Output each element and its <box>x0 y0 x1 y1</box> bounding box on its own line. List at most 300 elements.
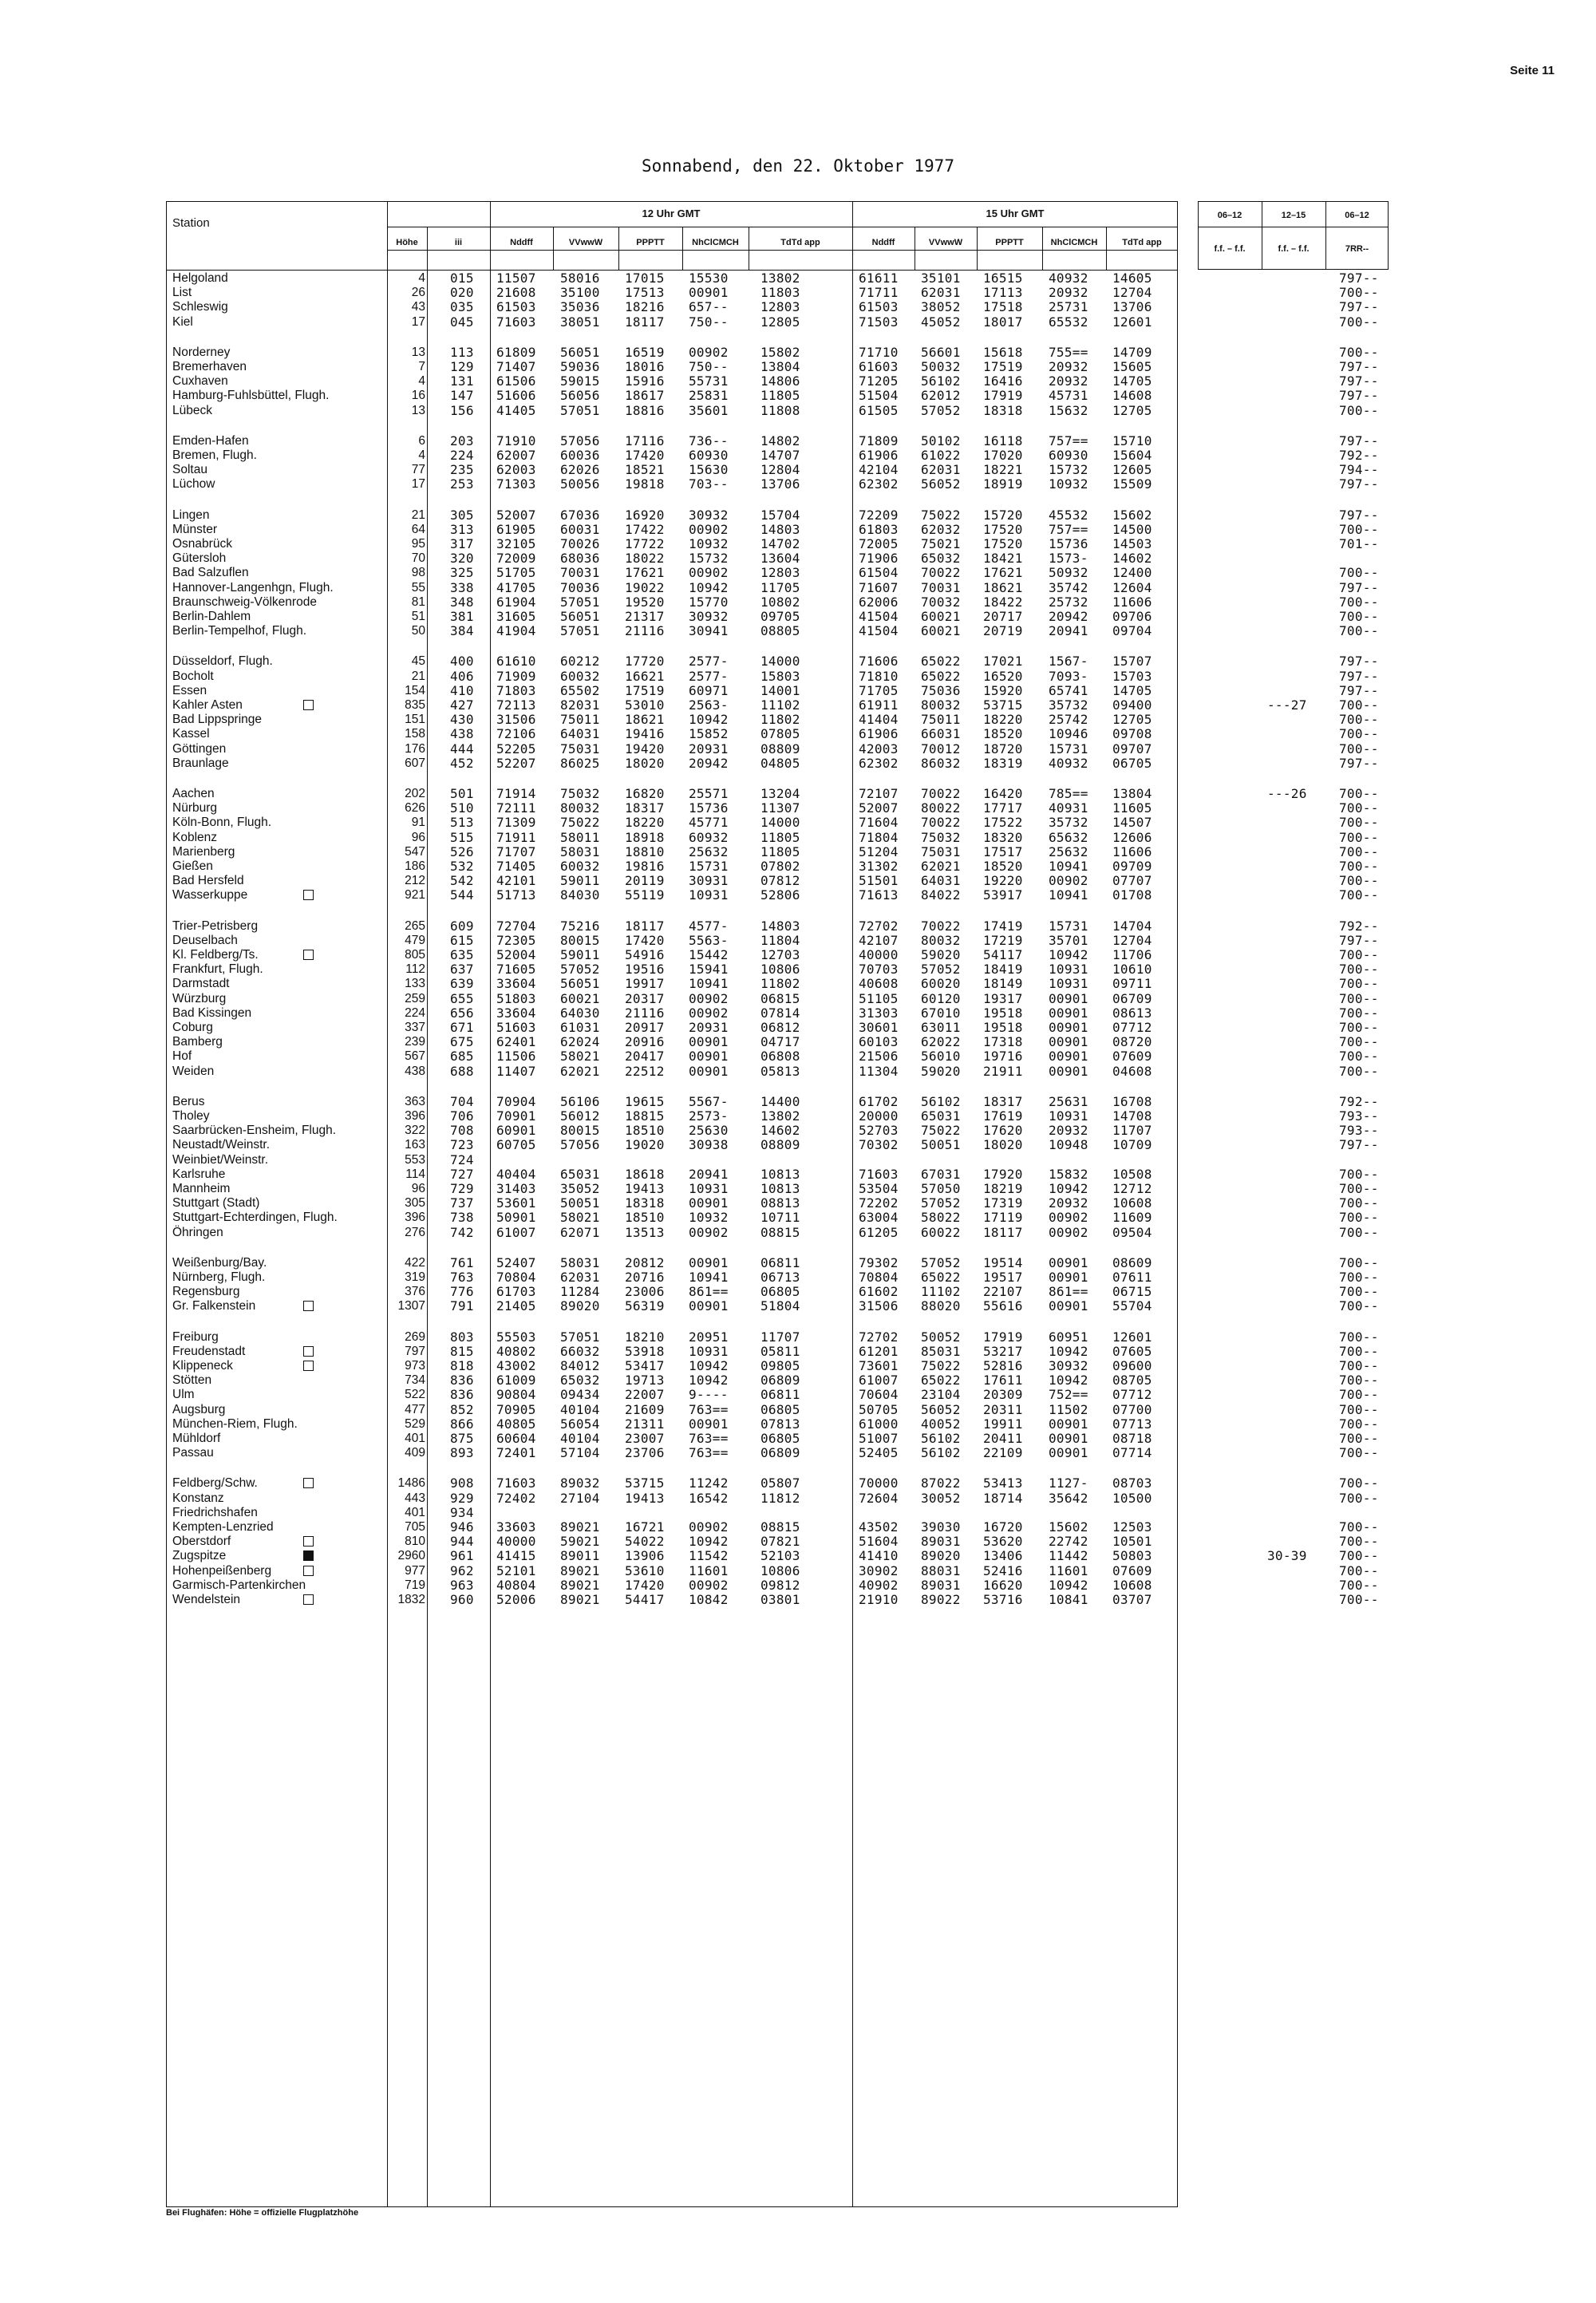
obs-15-value: 18422 <box>983 594 1023 610</box>
obs-12-value: 86025 <box>560 755 600 771</box>
station-id: 532 <box>450 859 474 874</box>
station-name: Berlin-Tempelhof, Flugh. <box>172 624 306 638</box>
obs-12-value: 11407 <box>496 1063 536 1079</box>
obs-12-value: 07812 <box>760 873 800 889</box>
obs-12-value: 33604 <box>496 1005 536 1021</box>
obs-15-value: 22109 <box>983 1445 1023 1461</box>
obs-15-value: 09707 <box>1112 741 1152 756</box>
obs-15-value: 88020 <box>921 1298 961 1314</box>
obs-15-value: 70804 <box>859 1270 899 1285</box>
obs-12-value: 09805 <box>760 1358 800 1373</box>
obs-12-value: 14400 <box>760 1093 800 1109</box>
obs-12-value: 21609 <box>625 1401 665 1417</box>
precip-06-12-7rr: 700-- <box>1339 887 1379 903</box>
obs-15-value: 41404 <box>859 712 899 728</box>
obs-12-value: 89032 <box>560 1475 600 1491</box>
obs-15-value: 10931 <box>1049 1108 1088 1124</box>
precip-06-12-7rr: 700-- <box>1339 1298 1379 1314</box>
obs-12-value: 14000 <box>760 654 800 670</box>
obs-12-value: 10941 <box>689 1270 729 1285</box>
header-station: Station <box>172 216 210 230</box>
obs-15-value: 10942 <box>1049 1577 1088 1593</box>
obs-15-value: 80032 <box>921 697 961 713</box>
obs-15-value: 16720 <box>983 1519 1023 1535</box>
obs-12-value: 72704 <box>496 918 536 934</box>
obs-15-value: 62031 <box>921 285 961 301</box>
station-id: 637 <box>450 962 474 978</box>
mountain-station-marker-icon <box>303 950 314 960</box>
obs-12-value: 89020 <box>560 1298 600 1314</box>
station-height: 2960 <box>397 1549 425 1563</box>
obs-15-value: 19716 <box>983 1049 1023 1065</box>
station-height: 835 <box>405 698 425 712</box>
station-height: 396 <box>405 1109 425 1123</box>
station-id: 875 <box>450 1431 474 1446</box>
station-id: 427 <box>450 697 474 713</box>
obs-12-value: 17422 <box>625 521 665 537</box>
obs-15-value: 16520 <box>983 668 1023 684</box>
obs-15-value: 07712 <box>1112 1387 1152 1403</box>
obs-15-value: 50705 <box>859 1401 899 1417</box>
precip-06-12-7rr: 700-- <box>1339 1548 1379 1564</box>
obs-15-value: 30932 <box>1049 1358 1088 1373</box>
header-period-06-12b: 06–12 <box>1345 211 1369 220</box>
station-name: Regensburg <box>172 1285 240 1299</box>
obs-12-value: 2573- <box>689 1108 729 1124</box>
precip-06-12-7rr: 700-- <box>1339 1005 1379 1021</box>
obs-15-value: 75021 <box>921 536 961 551</box>
station-height: 305 <box>405 1196 425 1211</box>
obs-12-value: 10806 <box>760 962 800 978</box>
obs-15-value: 19518 <box>983 1005 1023 1021</box>
obs-15-value: 17717 <box>983 800 1023 816</box>
obs-15-value: 18317 <box>983 1093 1023 1109</box>
obs-12-value: 27104 <box>560 1490 600 1506</box>
obs-12-value: 14000 <box>760 815 800 831</box>
obs-15-value: 21506 <box>859 1049 899 1065</box>
obs-15-value: 35732 <box>1049 815 1088 831</box>
obs-15-value: 59020 <box>921 947 961 962</box>
obs-12-value: 00902 <box>689 1224 729 1240</box>
obs-12-value: 71407 <box>496 359 536 374</box>
obs-15-value: 18720 <box>983 741 1023 756</box>
obs-12-value: 14707 <box>760 448 800 463</box>
obs-12-value: 30941 <box>689 623 729 639</box>
precip-06-12-7rr: 700-- <box>1339 786 1379 801</box>
obs-12-value: 10932 <box>689 536 729 551</box>
station-id: 815 <box>450 1343 474 1359</box>
obs-12-value: 30932 <box>689 609 729 624</box>
station-name: Stuttgart (Stadt) <box>172 1196 260 1211</box>
obs-15-value: 20932 <box>1049 359 1088 374</box>
station-id: 708 <box>450 1123 474 1139</box>
obs-15-value: 65032 <box>921 551 961 567</box>
obs-15-value: 72604 <box>859 1490 899 1506</box>
station-name: Garmisch-Partenkirchen <box>172 1578 306 1592</box>
obs-15-value: 00901 <box>1049 1020 1088 1035</box>
obs-12-value: 18618 <box>625 1166 665 1182</box>
mountain-station-marker-icon <box>303 1346 314 1357</box>
obs-15-value: 61505 <box>859 402 899 418</box>
obs-12-value: 43002 <box>496 1358 536 1373</box>
obs-15-value: 70302 <box>859 1137 899 1153</box>
obs-15-value: 18220 <box>983 712 1023 728</box>
precip-06-12-7rr: 700-- <box>1339 594 1379 610</box>
obs-15-value: 73601 <box>859 1358 899 1373</box>
obs-15-value: 60020 <box>921 976 961 992</box>
obs-12-value: 13906 <box>625 1548 665 1564</box>
obs-12-value: 35100 <box>560 285 600 301</box>
mountain-station-marker-icon <box>303 700 314 710</box>
obs-15-value: 18017 <box>983 314 1023 330</box>
station-height: 21 <box>411 508 425 522</box>
header-nddff-15: Nddff <box>871 238 895 247</box>
obs-12-value: 04805 <box>760 755 800 771</box>
station-name: Norderney <box>172 345 231 359</box>
obs-12-value: 13604 <box>760 551 800 567</box>
precip-06-12-7rr: 793-- <box>1339 1123 1379 1139</box>
station-id: 430 <box>450 712 474 728</box>
station-name: Emden-Hafen <box>172 433 249 448</box>
obs-12-value: 11812 <box>760 1490 800 1506</box>
obs-15-value: 18320 <box>983 829 1023 845</box>
station-name: Mühldorf <box>172 1432 221 1445</box>
obs-15-value: 1127- <box>1049 1475 1088 1491</box>
station-name: Freudenstadt <box>172 1344 246 1358</box>
obs-12-value: 58016 <box>560 271 600 286</box>
obs-15-value: 52007 <box>859 800 899 816</box>
obs-15-value: 43502 <box>859 1519 899 1535</box>
precip-06-12-7rr: 700-- <box>1339 741 1379 756</box>
obs-15-value: 11707 <box>1112 1123 1152 1139</box>
precip-06-12-7rr: 700-- <box>1339 1166 1379 1182</box>
obs-15-value: 06715 <box>1112 1284 1152 1300</box>
obs-15-value: 00901 <box>1049 990 1088 1006</box>
obs-15-value: 20932 <box>1049 1195 1088 1211</box>
obs-12-value: 10931 <box>689 1343 729 1359</box>
obs-15-value: 11609 <box>1112 1210 1152 1226</box>
obs-12-value: 72113 <box>496 697 536 713</box>
obs-12-value: 45771 <box>689 815 729 831</box>
obs-12-value: 62026 <box>560 462 600 478</box>
obs-15-value: 51501 <box>859 873 899 889</box>
obs-15-value: 60022 <box>921 1224 961 1240</box>
precip-06-12-7rr: 700-- <box>1339 829 1379 845</box>
obs-15-value: 60021 <box>921 609 961 624</box>
station-name: Helgoland <box>172 271 228 285</box>
obs-12-value: 16519 <box>625 344 665 360</box>
obs-12-value: 04717 <box>760 1034 800 1050</box>
obs-12-value: 15530 <box>689 271 729 286</box>
obs-15-value: 19220 <box>983 873 1023 889</box>
station-id: 515 <box>450 829 474 845</box>
obs-12-value: 21311 <box>625 1416 665 1432</box>
station-id: 742 <box>450 1224 474 1240</box>
station-id: 320 <box>450 551 474 567</box>
station-id: 737 <box>450 1195 474 1211</box>
obs-12-value: 11102 <box>760 697 800 713</box>
precip-06-12-7rr: 700-- <box>1339 873 1379 889</box>
obs-15-value: 25731 <box>1049 299 1088 315</box>
mountain-station-marker-icon <box>303 1478 314 1488</box>
date-heading: Sonnabend, den 22. Oktober 1977 <box>642 156 954 176</box>
station-name: Aachen <box>172 787 215 800</box>
obs-15-value: 14708 <box>1112 1108 1152 1124</box>
obs-15-value: 00901 <box>1049 1254 1088 1270</box>
obs-12-value: 11506 <box>496 1049 536 1065</box>
obs-15-value: 18149 <box>983 976 1023 992</box>
obs-15-value: 14500 <box>1112 521 1152 537</box>
obs-15-value: 00901 <box>1049 1431 1088 1446</box>
obs-12-value: 19818 <box>625 476 665 492</box>
obs-15-value: 16118 <box>983 433 1023 448</box>
obs-15-value: 41410 <box>859 1548 899 1564</box>
obs-12-value: 12803 <box>760 299 800 315</box>
obs-15-value: 10608 <box>1112 1195 1152 1211</box>
station-id: 724 <box>450 1152 474 1167</box>
mountain-station-marker-icon <box>303 1550 314 1561</box>
obs-12-value: 62031 <box>560 1270 600 1285</box>
obs-12-value: 59036 <box>560 359 600 374</box>
obs-12-value: 58021 <box>560 1210 600 1226</box>
obs-15-value: 08705 <box>1112 1373 1152 1389</box>
station-height: 522 <box>405 1388 425 1402</box>
obs-12-value: 18117 <box>625 314 665 330</box>
obs-12-value: 13802 <box>760 271 800 286</box>
precip-12-15: ---26 <box>1267 786 1307 801</box>
station-id: 338 <box>450 579 474 595</box>
obs-12-value: 84030 <box>560 887 600 903</box>
station-height: 921 <box>405 888 425 903</box>
obs-15-value: 85031 <box>921 1343 961 1359</box>
obs-15-value: 10942 <box>1049 947 1088 962</box>
obs-15-value: 17020 <box>983 448 1023 463</box>
obs-15-value: 00901 <box>1049 1416 1088 1432</box>
station-id: 452 <box>450 755 474 771</box>
obs-12-value: 00901 <box>689 1195 729 1211</box>
obs-12-value: 72009 <box>496 551 536 567</box>
station-name: Gütersloh <box>172 551 227 566</box>
obs-12-value: 58031 <box>560 843 600 859</box>
obs-12-value: 61506 <box>496 373 536 389</box>
obs-12-value: 19615 <box>625 1093 665 1109</box>
obs-12-value: 10942 <box>689 579 729 595</box>
obs-15-value: 30902 <box>859 1562 899 1578</box>
station-name: Bamberg <box>172 1035 223 1049</box>
station-id: 866 <box>450 1416 474 1432</box>
station-name: Bremen, Flugh. <box>172 448 257 462</box>
obs-12-value: 13204 <box>760 786 800 801</box>
obs-15-value: 25732 <box>1049 594 1088 610</box>
station-height: 1832 <box>397 1593 425 1606</box>
obs-15-value: 72702 <box>859 918 899 934</box>
obs-15-value: 71804 <box>859 829 899 845</box>
obs-12-value: 71707 <box>496 843 536 859</box>
obs-15-value: 84022 <box>921 887 961 903</box>
obs-15-value: 15602 <box>1049 1519 1088 1535</box>
obs-12-value: 08809 <box>760 741 800 756</box>
obs-12-value: 59011 <box>560 873 600 889</box>
station-id: 729 <box>450 1181 474 1196</box>
precip-06-12-7rr: 794-- <box>1339 462 1379 478</box>
obs-15-value: 45731 <box>1049 388 1088 404</box>
obs-12-value: 21116 <box>625 1005 665 1021</box>
station-height: 363 <box>405 1094 425 1108</box>
precip-06-12-7rr: 700-- <box>1339 314 1379 330</box>
header-iii: iii <box>454 238 463 247</box>
obs-12-value: 16621 <box>625 668 665 684</box>
obs-12-value: 40802 <box>496 1343 536 1359</box>
obs-15-value: 61803 <box>859 521 899 537</box>
obs-15-value: 13804 <box>1112 786 1152 801</box>
obs-12-value: 18510 <box>625 1123 665 1139</box>
obs-15-value: 18419 <box>983 962 1023 978</box>
obs-12-value: 20941 <box>689 1166 729 1182</box>
station-name: Feldberg/Schw. <box>172 1476 258 1491</box>
obs-15-value: 89031 <box>921 1577 961 1593</box>
obs-15-value: 86032 <box>921 755 961 771</box>
obs-12-value: 40404 <box>496 1166 536 1182</box>
obs-12-value: 11507 <box>496 271 536 286</box>
obs-15-value: 71809 <box>859 433 899 448</box>
obs-12-value: 71909 <box>496 668 536 684</box>
obs-12-value: 11805 <box>760 829 800 845</box>
precip-06-12-7rr: 700-- <box>1339 726 1379 742</box>
obs-15-value: 15703 <box>1112 668 1152 684</box>
obs-15-value: 71906 <box>859 551 899 567</box>
obs-12-value: 23007 <box>625 1431 665 1446</box>
obs-15-value: 52703 <box>859 1123 899 1139</box>
obs-12-value: 31605 <box>496 609 536 624</box>
obs-15-value: 17619 <box>983 1108 1023 1124</box>
obs-15-value: 08718 <box>1112 1431 1152 1446</box>
obs-12-value: 51606 <box>496 388 536 404</box>
obs-15-value: 16420 <box>983 786 1023 801</box>
station-id: 946 <box>450 1519 474 1535</box>
obs-12-value: 07813 <box>760 1416 800 1432</box>
header-nhcl-12: NhClCMCH <box>692 238 739 247</box>
obs-12-value: 75032 <box>560 786 600 801</box>
obs-15-value: 12601 <box>1112 1329 1152 1345</box>
obs-12-value: 57056 <box>560 433 600 448</box>
obs-12-value: 19816 <box>625 859 665 874</box>
station-id: 635 <box>450 947 474 962</box>
station-height: 810 <box>405 1535 425 1549</box>
obs-15-value: 15732 <box>1049 462 1088 478</box>
precip-06-12-7rr: 700-- <box>1339 1254 1379 1270</box>
obs-12-value: 61503 <box>496 299 536 315</box>
obs-15-value: 15832 <box>1049 1166 1088 1182</box>
obs-15-value: 70031 <box>921 579 961 595</box>
header-period-12-15: 12–15 <box>1281 211 1306 220</box>
obs-15-value: 11606 <box>1112 594 1152 610</box>
obs-15-value: 22107 <box>983 1284 1023 1300</box>
obs-12-value: 763== <box>689 1431 729 1446</box>
obs-15-value: 18020 <box>983 1137 1023 1153</box>
station-height: 4 <box>418 448 425 462</box>
station-name: Öhringen <box>172 1225 223 1239</box>
obs-12-value: 57051 <box>560 402 600 418</box>
station-height: 114 <box>405 1167 425 1181</box>
obs-12-value: 65502 <box>560 682 600 698</box>
obs-15-value: 18421 <box>983 551 1023 567</box>
obs-12-value: 19020 <box>625 1137 665 1153</box>
obs-12-value: 72402 <box>496 1490 536 1506</box>
obs-12-value: 53601 <box>496 1195 536 1211</box>
obs-12-value: 11707 <box>760 1329 800 1345</box>
obs-12-value: 15852 <box>689 726 729 742</box>
obs-12-value: 763== <box>689 1445 729 1461</box>
precip-06-12-7rr: 700-- <box>1339 1063 1379 1079</box>
station-height: 7 <box>418 360 425 373</box>
precip-06-12-7rr: 700-- <box>1339 990 1379 1006</box>
obs-15-value: 15632 <box>1049 402 1088 418</box>
obs-15-value: 09704 <box>1112 623 1152 639</box>
obs-15-value: 71613 <box>859 887 899 903</box>
station-name: Lingen <box>172 508 210 522</box>
obs-15-value: 35732 <box>1049 697 1088 713</box>
obs-12-value: 11804 <box>760 932 800 948</box>
station-height: 77 <box>411 463 425 477</box>
obs-12-value: 14806 <box>760 373 800 389</box>
obs-12-value: 32105 <box>496 536 536 551</box>
obs-15-value: 30601 <box>859 1020 899 1035</box>
station-height: 45 <box>411 654 425 669</box>
obs-15-value: 35742 <box>1049 579 1088 595</box>
station-name: Nürburg <box>172 801 217 816</box>
header-nhcl-15: NhClCMCH <box>1050 238 1098 247</box>
header-vvwww-12: VVwwW <box>568 238 603 247</box>
obs-12-value: 2577- <box>689 654 729 670</box>
obs-15-value: 50051 <box>921 1137 961 1153</box>
station-height: 6 <box>418 433 425 448</box>
obs-12-value: 18810 <box>625 843 665 859</box>
obs-15-value: 50032 <box>921 359 961 374</box>
obs-12-value: 19413 <box>625 1181 665 1196</box>
obs-12-value: 82031 <box>560 697 600 713</box>
obs-12-value: 18220 <box>625 815 665 831</box>
obs-15-value: 71607 <box>859 579 899 595</box>
obs-12-value: 62024 <box>560 1034 600 1050</box>
obs-15-value: 17520 <box>983 536 1023 551</box>
obs-15-value: 10608 <box>1112 1577 1152 1593</box>
station-name: Bad Hersfeld <box>172 874 244 888</box>
obs-15-value: 10942 <box>1049 1373 1088 1389</box>
obs-15-value: 15710 <box>1112 433 1152 448</box>
obs-15-value: 07714 <box>1112 1445 1152 1461</box>
obs-12-value: 19520 <box>625 594 665 610</box>
obs-12-value: 11242 <box>689 1475 729 1491</box>
obs-15-value: 12705 <box>1112 712 1152 728</box>
obs-15-value: 72209 <box>859 507 899 523</box>
obs-15-value: 63004 <box>859 1210 899 1226</box>
station-id: 671 <box>450 1020 474 1035</box>
obs-15-value: 09711 <box>1112 976 1152 992</box>
station-name: Zugspitze <box>172 1549 227 1563</box>
obs-15-value: 52416 <box>983 1562 1023 1578</box>
obs-15-value: 65632 <box>1049 829 1088 845</box>
station-id: 131 <box>450 373 474 389</box>
obs-15-value: 66031 <box>921 726 961 742</box>
precip-06-12-7rr: 700-- <box>1339 1577 1379 1593</box>
station-height: 547 <box>405 844 425 859</box>
obs-12-value: 40000 <box>496 1534 536 1550</box>
obs-12-value: 53417 <box>625 1358 665 1373</box>
obs-15-value: 65741 <box>1049 682 1088 698</box>
obs-12-value: 72401 <box>496 1445 536 1461</box>
obs-12-value: 18510 <box>625 1210 665 1226</box>
station-id: 944 <box>450 1534 474 1550</box>
